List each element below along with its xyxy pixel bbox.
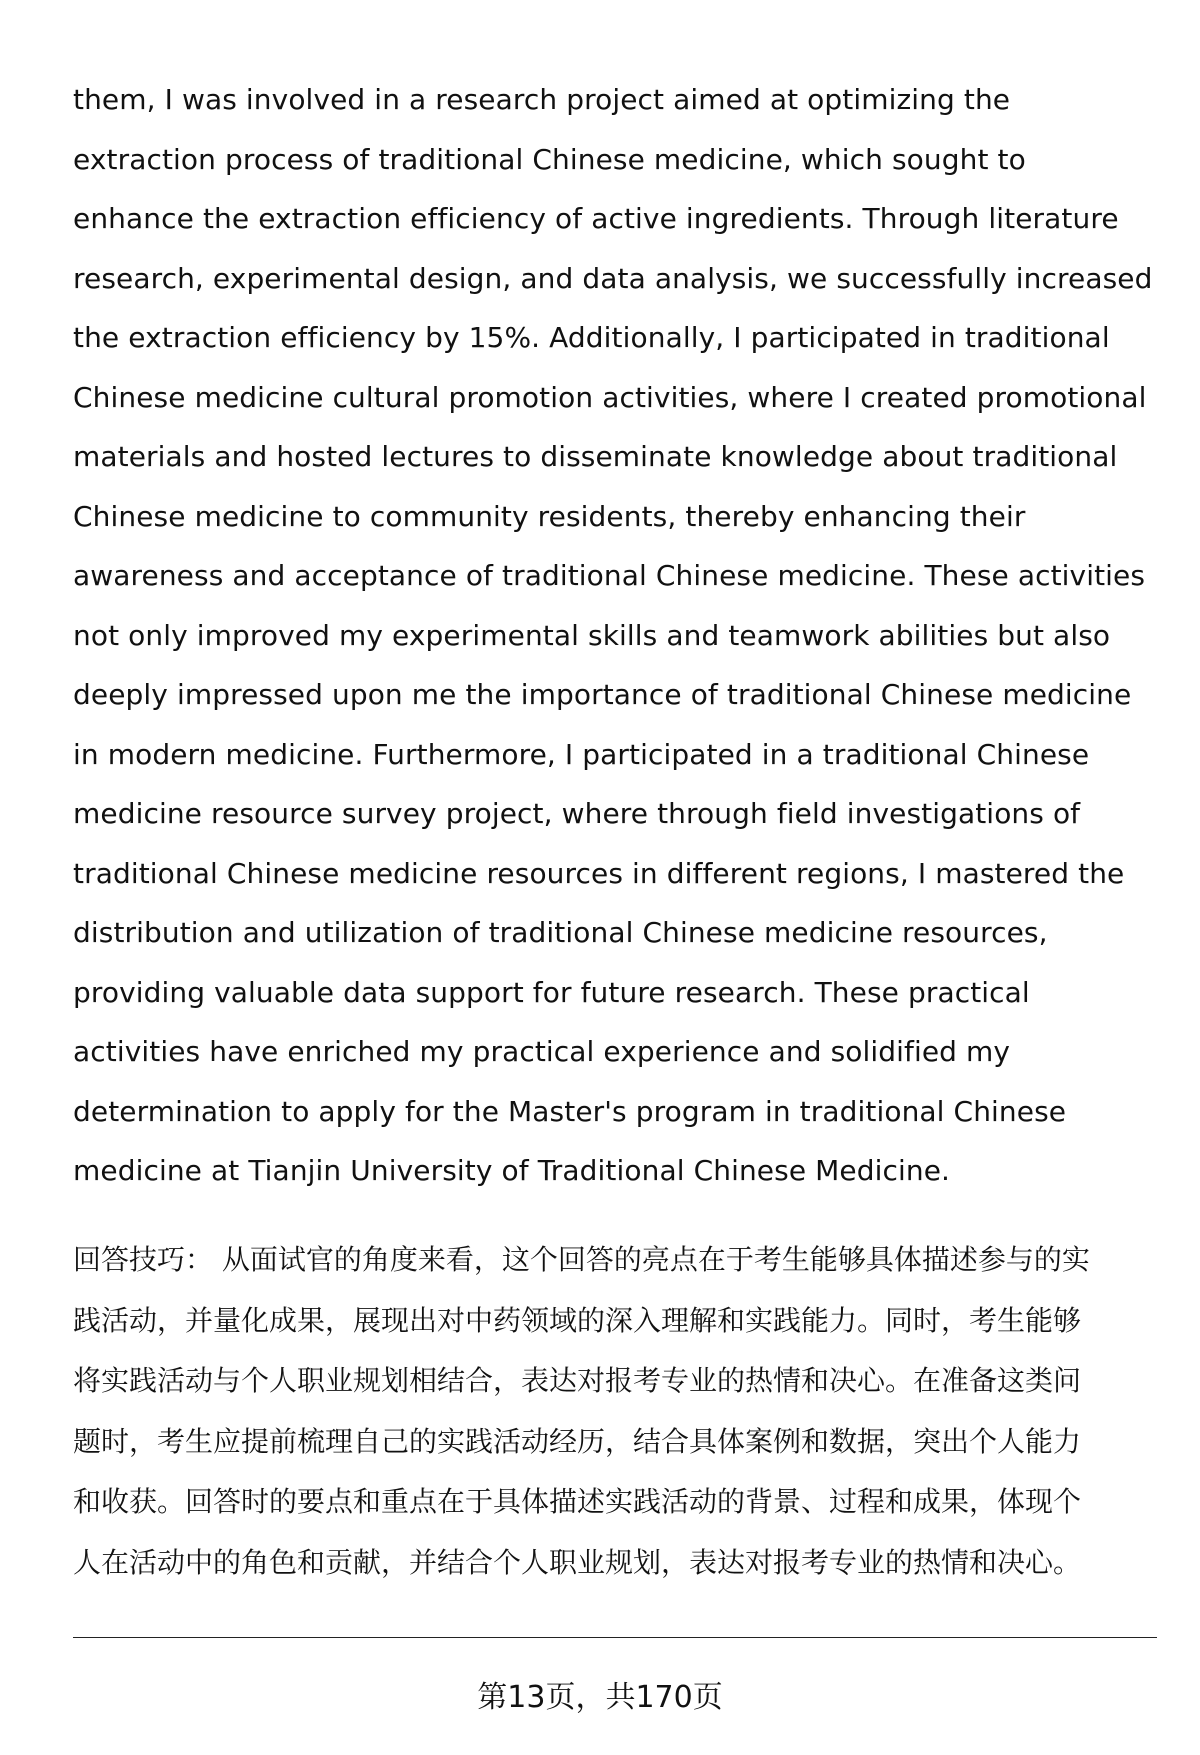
answer-tips: [73, 1230, 1163, 1593]
text-line: in modern medicine. Furthermore, I participated in a traditional Chinese: [73, 737, 1090, 771]
text-line: extraction process of traditional Chinese medicine, which sought to: [73, 142, 1026, 176]
footer-divider: [73, 1637, 1157, 1638]
text-line: 践活动，并量化成果，展现出对中药领域的深入理解和实践能力。同时，考生能够: [73, 1303, 1082, 1337]
text-line: Chinese medicine to community residents, thereby enhancing their: [73, 499, 1026, 533]
text-line: 将实践活动与个人职业规划相结合，表达对报考专业的热情和决心。在准备这类问: [73, 1364, 1082, 1397]
text-line: 人在活动中的角色和贡献，并结合个人职业规划，表达对报考专业的热情和决心。: [73, 1545, 1082, 1579]
text-line: Chinese medicine cultural promotion activities, where I created promotional: [73, 380, 1147, 414]
text-line: 和收获。回答时的要点和重点在于具体描述实践活动的背景、过程和成果，体现个: [73, 1485, 1082, 1518]
text-line: traditional Chinese medicine resources in different regions, I mastered the: [73, 856, 1125, 890]
text-line: 回答技巧： 从面试官的角度来看，这个回答的亮点在于考生能够具体描述参与的实: [73, 1243, 1090, 1276]
text-line: materials and hosted lectures to disseminate knowledge about traditional: [73, 440, 1118, 473]
text-line: medicine resource survey project, where through field investigations of: [73, 797, 1081, 830]
text-line: determination to apply for the Master's program in traditional Chinese: [73, 1094, 1067, 1128]
answer-paragraph: [73, 70, 1183, 1201]
text-line: not only improved my experimental skills and teamwork abilities but also: [73, 618, 1111, 652]
text-line: providing valuable data support for future research. These practical: [73, 975, 1030, 1009]
page-number: 第13页，共170页: [477, 1680, 723, 1715]
text-line: them, I was involved in a research project aimed at optimizing the: [73, 83, 1011, 116]
text-line: 题时，考生应提前梳理自己的实践活动经历，结合具体案例和数据，突出个人能力: [73, 1424, 1082, 1458]
text-line: activities have enriched my practical experience and solidified my: [73, 1035, 1011, 1068]
text-line: medicine at Tianjin University of Traditional Chinese Medicine.: [73, 1154, 951, 1187]
text-line: distribution and utilization of traditional Chinese medicine resources,: [73, 916, 1048, 949]
text-line: the extraction efficiency by 15%. Additionally, I participated in traditional: [73, 321, 1110, 354]
text-line: research, experimental design, and data analysis, we successfully increased: [73, 261, 1153, 295]
text-line: awareness and acceptance of traditional Chinese medicine. These activities: [73, 559, 1146, 592]
text-line: deeply impressed upon me the importance of traditional Chinese medicine: [73, 678, 1132, 711]
text-line: enhance the extraction efficiency of active ingredients. Through literature: [73, 202, 1119, 235]
